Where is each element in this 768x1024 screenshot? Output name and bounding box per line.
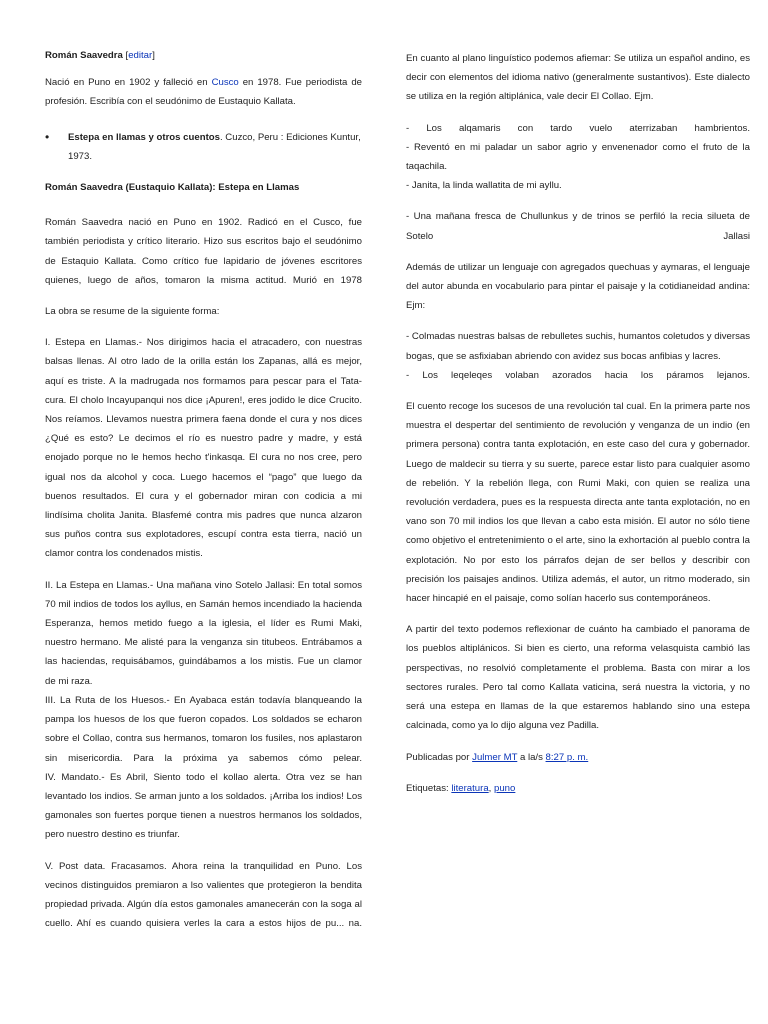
book-title: Estepa en llamas y otros cuentos: [68, 131, 220, 143]
intro-paragraph: Román Saavedra nació en Puno en 1902. Radicó en el Cusco, fue también periodista y crítico literario. Hizo sus escritos bajo el seudónimo de Estaquio Kallata. Como crítico fue lapidario de jóvenes escritores quienes, luego de años, tomaron la misma actitud. Murió en 1978: [45, 217, 362, 286]
left-column: [45, 46, 362, 945]
author-bio: [45, 73, 362, 111]
post-time-link[interactable]: 8:27 p. m.: [545, 751, 589, 763]
part-4-paragraph: IV. Mandato.- Es Abril, Siento todo el kollao alerta. Otra vez se han levantado los indios. Se arman junto a los soldados. ¡Arriba los indios! Los gamonales son fuertes porque tienen a nuestros hermanos los soldados, pero nuestro destino es triunfar.: [45, 771, 362, 841]
examples-block-2: [406, 327, 750, 385]
section-title: Román Saavedra (Eustaquio Kallata): Estepa en Llamas: [45, 182, 300, 194]
linguistic-paragraph: En cuanto al plano linguístico podemos afiemar: Se utiliza un español andino, es decir con elementos del idioma nativo (generalmente sustantivos). Este dialecto se utiliza en la región altiplánica, vale decir El Collao. Ejm.: [406, 53, 750, 103]
bio-text-start: Nació en Puno en 1902 y falleció en: [45, 77, 212, 89]
book-list-item: [45, 128, 362, 166]
example-1: - Los alqamaris con tardo vuelo aterrizaban hambrientos.: [406, 122, 750, 134]
example-3: - Janita, la linda wallatita de mi ayllu.: [406, 180, 562, 192]
analysis-paragraph: El cuento recoge los sucesos de una revolución tal cual. En la primera parte nos muestra el despertar del sentimiento de revolución y venganza de un indio (en primera persona) contra tanta explotación, en este caso del cura y gobernador. Luego de maldecir su tierra y su suerte, parece estar listo para cualquier asomo de rebelión. Y la rebelión llega, con Rumi Maki, con quien se realiza una revolución verdadera, pues es la respuesta directa ante tanta explotación, no en vano son 70 mil indios los que llevan a cabo esta misión. El autor no sólo tiene como objetivo el entretenimiento o el arte, sino la exhortación al pueblo contra la explotación. No por esto los párrafos dejan de ser bellos y describir con precisión los paisajes andinos. Utiliza además, el autor, un ritmo moderado, sin hacer hincapié en el paisaje, como solían hacerlo sus contemporáneos.: [406, 401, 750, 605]
author-heading: Román Saavedra: [45, 50, 123, 61]
book-publication: . Cuzco, Peru : Ediciones Kuntur, 1973.: [68, 131, 361, 162]
example-4: - Una mañana fresca de Chullunkus y de trinos se perfiló la recia silueta de Sotelo Jallasi: [406, 211, 750, 242]
part-3-paragraph: III. La Ruta de los Huesos.- En Ayabaca están todavía blanqueando la pampa los huesos de los que fueron copados. Los soldados se echaron sobre el Collao, contra sus hermanos, tomaron los fusiles, nos aplastaron sin misericordia. Para la próxima ya sabemos cómo pelear.: [45, 694, 362, 764]
bio-text-end: en 1978. Fue periodista de profesión. Escribía con el seudónimo de Eustaquio Kallata.: [45, 77, 362, 108]
author-heading-line: [45, 46, 362, 65]
book-list: [45, 128, 362, 166]
part-5-paragraph: V. Post data. Fracasamos. Ahora reina la tranquilidad en Puno. Los vecinos distinguidos premiaron a lso valientes que protegieron la bendita propiedad privada. Algún día estos gamonales amanecerán con la soga al cuello. Ahí es cuando quisiera verles la cara a estos hijos de pu... na.: [45, 860, 362, 930]
summary-intro: La obra se resume de la siguiente forma:: [45, 306, 220, 318]
tag-literatura-link[interactable]: literatura: [451, 782, 489, 794]
post-tags: [406, 779, 750, 798]
vocabulary-paragraph: Además de utilizar un lenguaje con agregados quechuas y aymaras, el lenguaje del autor abunda en vocabulario para pintar el paisaje y la cotidianeidad andina: Ejm:: [406, 261, 750, 312]
cusco-link[interactable]: Cusco: [211, 77, 239, 89]
conclusion-paragraph: A partir del texto podemos reflexionar de cuánto ha cambiado el panorama de los pueblos altiplánicos. Si bien es cierto, una reforma velasquista cambió las perspectivas, no resolvió completamente el problema. Basta con mirar a los sectores rurales. Pero tal como Kallata vaticina, será nuestra la victoria, y no será una estepa en llamas de la que estaremos hablando sino una estepa calcinada, como ya lo dijo alguna vez Padilla.: [406, 624, 750, 732]
tags-label: Etiquetas:: [406, 782, 452, 794]
example-2: - Reventó en mi paladar un sabor agrio y envenenador como el fruto de la taqachila.: [406, 141, 750, 173]
example-5: - Colmadas nuestras balsas de rebulletes suchis, humantos coletudos y diversas bogas, que se asfixiaban abriendo con avidez sus bocas anfibias y lacres.: [406, 331, 750, 362]
posted-by-label: Publicadas por: [406, 751, 473, 763]
author-link[interactable]: Julmer MT: [472, 751, 518, 763]
posted-at-label: a la/s: [517, 751, 546, 763]
tag-puno-link[interactable]: puno: [494, 782, 516, 794]
edit-link-bracket-open: [: [125, 50, 129, 61]
part-1-paragraph: I. Estepa en Llamas.- Nos dirigimos hacia el atracadero, con nuestras balsas llenas. Al otro lado de la orilla están los Zapanas, allá es mejor, aquí es triste. A la madrugada nos formamos para pescar para el Tata-cura. El cholo Incayupanqui nos dice ¡Apuren!, eres jodido le dice Crucito. Nos reíamos. Llevamos nuestra primera faena donde el cura y nos dices ¿Qué es esto? Le decimos el río es nuestro padre y madre, y está enojado porque no le hemos hecho t'inkasqa. El cura no nos cree, pero igual nos da alcohol y coca. Luego hacemos el “pago” que luego da buenos resultados. El cura y el gobernador miran con codicia a mi lindísima cholita Janita. Blasfemé contra mis padres que nunca alzaron sus puños contra sus explotadores, escupí contra esta tierra, nació un clamor contra los condenados mistis.: [45, 337, 362, 560]
edit-link-bracket-close: ]: [152, 50, 155, 61]
tag-separator: ,: [488, 782, 495, 794]
right-column: [406, 49, 750, 810]
post-footer: [406, 748, 750, 767]
part-2-paragraph: II. La Estepa en Llamas.- Una mañana vino Sotelo Jallasi: En total somos 70 mil indios de todos los ayllus, en Samán hemos incendiado la hacienda Esperanza, hemos metido fuego a la iglesia, el líder es Rumi Maki, nuestro hermano. Me alisté para la venganza sin titubeos. Entrábamos a las haciendas, requisábamos, guindábamos a los mistis. Fue un clamor de mi raza.: [45, 579, 362, 687]
examples-block-1: [406, 119, 750, 196]
edit-link[interactable]: editar: [128, 50, 153, 61]
bullet-icon: •: [45, 129, 50, 144]
example-6: - Los leqeleqes volaban azorados hacia los páramos lejanos.: [406, 369, 750, 381]
